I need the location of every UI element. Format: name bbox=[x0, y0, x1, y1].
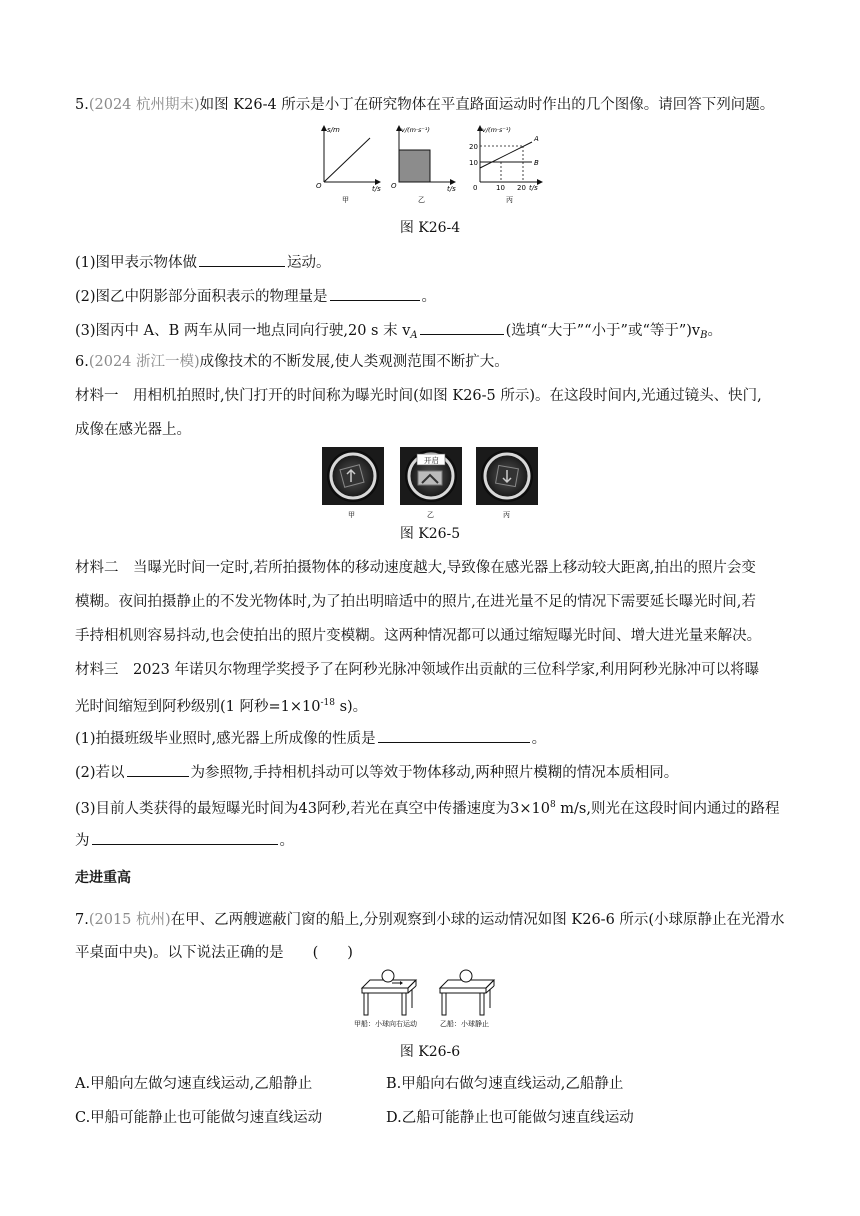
q6-sub1-tail: 。 bbox=[531, 731, 547, 747]
q6-material2-line3: 手持相机则容易抖动,也会使拍出的照片变模糊。这两种情况都可以通过缩短曝光时间、增大进光量来解决。 bbox=[75, 628, 762, 644]
q6-sub3-lead: 为 bbox=[75, 833, 90, 849]
q6-sub3-line2 bbox=[75, 829, 800, 851]
graph-yi-origin: O bbox=[391, 182, 397, 190]
q6-material3-text: 光时间缩短到阿秒级别(1 阿秒=1×10 bbox=[75, 699, 321, 715]
graph-bing-origin: 0 bbox=[473, 184, 478, 192]
graph-bing-xlabel: t/s bbox=[529, 184, 538, 192]
q6-sub1-blank[interactable] bbox=[378, 727, 530, 743]
shutter-bing-label: 丙 bbox=[503, 511, 510, 519]
figure-k26-6-caption: 图 K26-6 bbox=[399, 1044, 461, 1060]
q6-sub2 bbox=[75, 761, 800, 783]
q5-sub3-tail: 。 bbox=[707, 323, 722, 339]
shutter-bing bbox=[476, 447, 538, 519]
table-jia-label: 甲船：小球向右运动 bbox=[354, 1020, 417, 1028]
q6-sub3-line1 bbox=[75, 795, 800, 819]
q5-sub1-blank[interactable] bbox=[199, 251, 285, 267]
graph-bing-ylabel: v/(m·s⁻¹) bbox=[482, 126, 511, 134]
q6-material3-tail: s)。 bbox=[334, 699, 368, 715]
q6-sub3-text: (3)目前人类获得的最短曝光时间为43阿秒,若光在真空中传播速度为3×10 bbox=[75, 801, 550, 817]
q6-sub1-text: (1)拍摄班级毕业照时,感光器上所成像的性质是 bbox=[75, 731, 376, 747]
q6-material1-line1: 材料一 用相机拍照时,快门打开的时间称为曝光时间(如图 K26-5 所示)。在这段时间内,光通过镜头、快门, bbox=[75, 388, 762, 404]
q5-stem bbox=[75, 95, 800, 115]
q5-number: 5. bbox=[75, 97, 89, 113]
q6-stem-text: 成像技术的不断发展,使人类观测范围不断扩大。 bbox=[199, 354, 509, 370]
ball-jia bbox=[382, 970, 394, 982]
graph-bing-label-b: B bbox=[534, 159, 539, 167]
shutter-yi bbox=[400, 447, 462, 519]
q5-sub1-text: (1)图甲表示物体做 bbox=[75, 255, 198, 271]
graph-yi-xlabel: t/s bbox=[447, 185, 456, 193]
q5-sub3-blank[interactable] bbox=[420, 319, 504, 335]
q6-sub3-exponent: 8 bbox=[549, 800, 556, 810]
figure-k26-6 bbox=[352, 966, 512, 1030]
graph-bing-xtick-10: 10 bbox=[496, 184, 505, 192]
q6-sub2-text: (2)若以 bbox=[75, 765, 125, 781]
q6-stem bbox=[75, 352, 800, 372]
graph-jia-name: 甲 bbox=[342, 196, 349, 204]
graph-yi-shaded-area bbox=[399, 150, 430, 182]
graph-yi-name: 乙 bbox=[418, 196, 425, 204]
figure-k26-4-caption: 图 K26-4 bbox=[399, 220, 461, 236]
q7-option-c[interactable]: C.甲船可能静止也可能做匀速直线运动 bbox=[75, 1110, 323, 1126]
shutter-jia-label: 甲 bbox=[348, 511, 355, 519]
q5-sub1 bbox=[75, 251, 800, 273]
graph-jia-line bbox=[324, 138, 370, 182]
graph-jia-origin: O bbox=[316, 182, 322, 190]
q5-stem-text: 如图 K26-4 所示是小丁在研究物体在平直路面运动时作出的几个图像。请回答下列问题。 bbox=[199, 97, 775, 113]
q7-source: (2015 杭州) bbox=[88, 912, 171, 928]
ball-yi bbox=[460, 970, 472, 982]
q5-sub3-choice: (选填“大于”“小于”或“等于”)v bbox=[505, 323, 701, 339]
q6-sub3-text2: m/s,则光在这段时间内通过的路程 bbox=[555, 801, 780, 817]
graph-bing-label-a: A bbox=[534, 135, 539, 143]
shutter-yi-label: 乙 bbox=[427, 511, 434, 519]
q5-source: (2024 杭州期末) bbox=[88, 97, 200, 113]
table-yi bbox=[440, 970, 494, 1028]
graph-bing-name: 丙 bbox=[506, 196, 513, 204]
figure-k26-4 bbox=[310, 122, 550, 204]
q6-material2-line2: 模糊。夜间拍摄静止的不发光物体时,为了拍出明暗适中的照片,在进光量不足的情况下需要延长曝光时间,若 bbox=[75, 594, 756, 610]
q6-material3-line1: 材料三 2023 年诺贝尔物理学奖授予了在阿秒光脉冲领域作出贡献的三位科学家,利用阿秒光脉冲可以将曝 bbox=[75, 662, 760, 678]
graph-jia-ylabel: s/m bbox=[327, 126, 340, 134]
graph-bing-xtick-20: 20 bbox=[517, 184, 526, 192]
q5-sub2-tail: 。 bbox=[421, 289, 437, 305]
q6-material2-line1: 材料二 当曝光时间一定时,若所拍摄物体的移动速度越大,导致像在感光器上移动较大距离,拍出的照片会变 bbox=[75, 560, 756, 576]
q6-material3-exponent: -18 bbox=[320, 698, 335, 708]
q6-source: (2024 浙江一模) bbox=[88, 354, 200, 370]
q5-sub3-subscript-a: A bbox=[410, 330, 418, 341]
q5-sub1-tail: 运动。 bbox=[287, 255, 331, 271]
q5-sub3-subscript-b: B bbox=[700, 330, 708, 341]
q6-sub3-blank[interactable] bbox=[92, 829, 278, 845]
q7-stem-line1 bbox=[75, 910, 800, 930]
q7-option-a[interactable]: A.甲船向左做匀速直线运动,乙船静止 bbox=[75, 1076, 313, 1092]
q6-material1-line2: 成像在感光器上。 bbox=[75, 422, 191, 438]
q7-stem-line2: 平桌面中央)。以下说法正确的是 ( ) bbox=[75, 945, 353, 961]
graph-yi bbox=[391, 126, 456, 204]
q5-sub2 bbox=[75, 285, 800, 307]
q5-sub2-text: (2)图乙中阴影部分面积表示的物理量是 bbox=[75, 289, 328, 305]
q7-number: 7. bbox=[75, 912, 89, 928]
q6-sub3-tail: 。 bbox=[279, 833, 294, 849]
graph-bing-ytick-10: 10 bbox=[469, 159, 478, 167]
q6-material3-line2 bbox=[75, 693, 800, 717]
q6-number: 6. bbox=[75, 354, 89, 370]
q7-stem-text: 在甲、乙两艘遮蔽门窗的船上,分别观察到小球的运动情况如图 K26-6 所示(小球原静止在光滑水 bbox=[170, 912, 785, 928]
q6-sub2-tail: 为参照物,手持相机抖动可以等效于物体移动,两种照片模糊的情况本质相同。 bbox=[190, 765, 679, 781]
shutter-open-label: 开启 bbox=[424, 456, 439, 465]
q6-sub1 bbox=[75, 727, 800, 749]
figure-k26-5-caption: 图 K26-5 bbox=[399, 526, 461, 542]
table-jia bbox=[354, 970, 417, 1028]
figure-k26-5 bbox=[320, 445, 550, 519]
section-title: 走进重高 bbox=[75, 870, 131, 886]
q7-option-d[interactable]: D.乙船可能静止也可能做匀速直线运动 bbox=[386, 1110, 634, 1126]
q6-sub2-blank[interactable] bbox=[127, 761, 189, 777]
graph-yi-ylabel: v/(m·s⁻¹) bbox=[401, 126, 430, 134]
graph-bing-ytick-20: 20 bbox=[469, 143, 478, 151]
graph-bing bbox=[469, 126, 542, 204]
q5-sub3-text: (3)图丙中 A、B 两车从同一地点同向行驶,20 s 末 v bbox=[75, 323, 411, 339]
q7-option-b[interactable]: B.甲船向右做匀速直线运动,乙船静止 bbox=[386, 1076, 624, 1092]
shutter-jia bbox=[322, 447, 384, 519]
graph-jia bbox=[316, 126, 381, 204]
q5-sub3 bbox=[75, 319, 800, 346]
graph-jia-xlabel: t/s bbox=[372, 185, 381, 193]
q5-sub2-blank[interactable] bbox=[330, 285, 420, 301]
table-yi-label: 乙船：小球静止 bbox=[440, 1020, 489, 1028]
